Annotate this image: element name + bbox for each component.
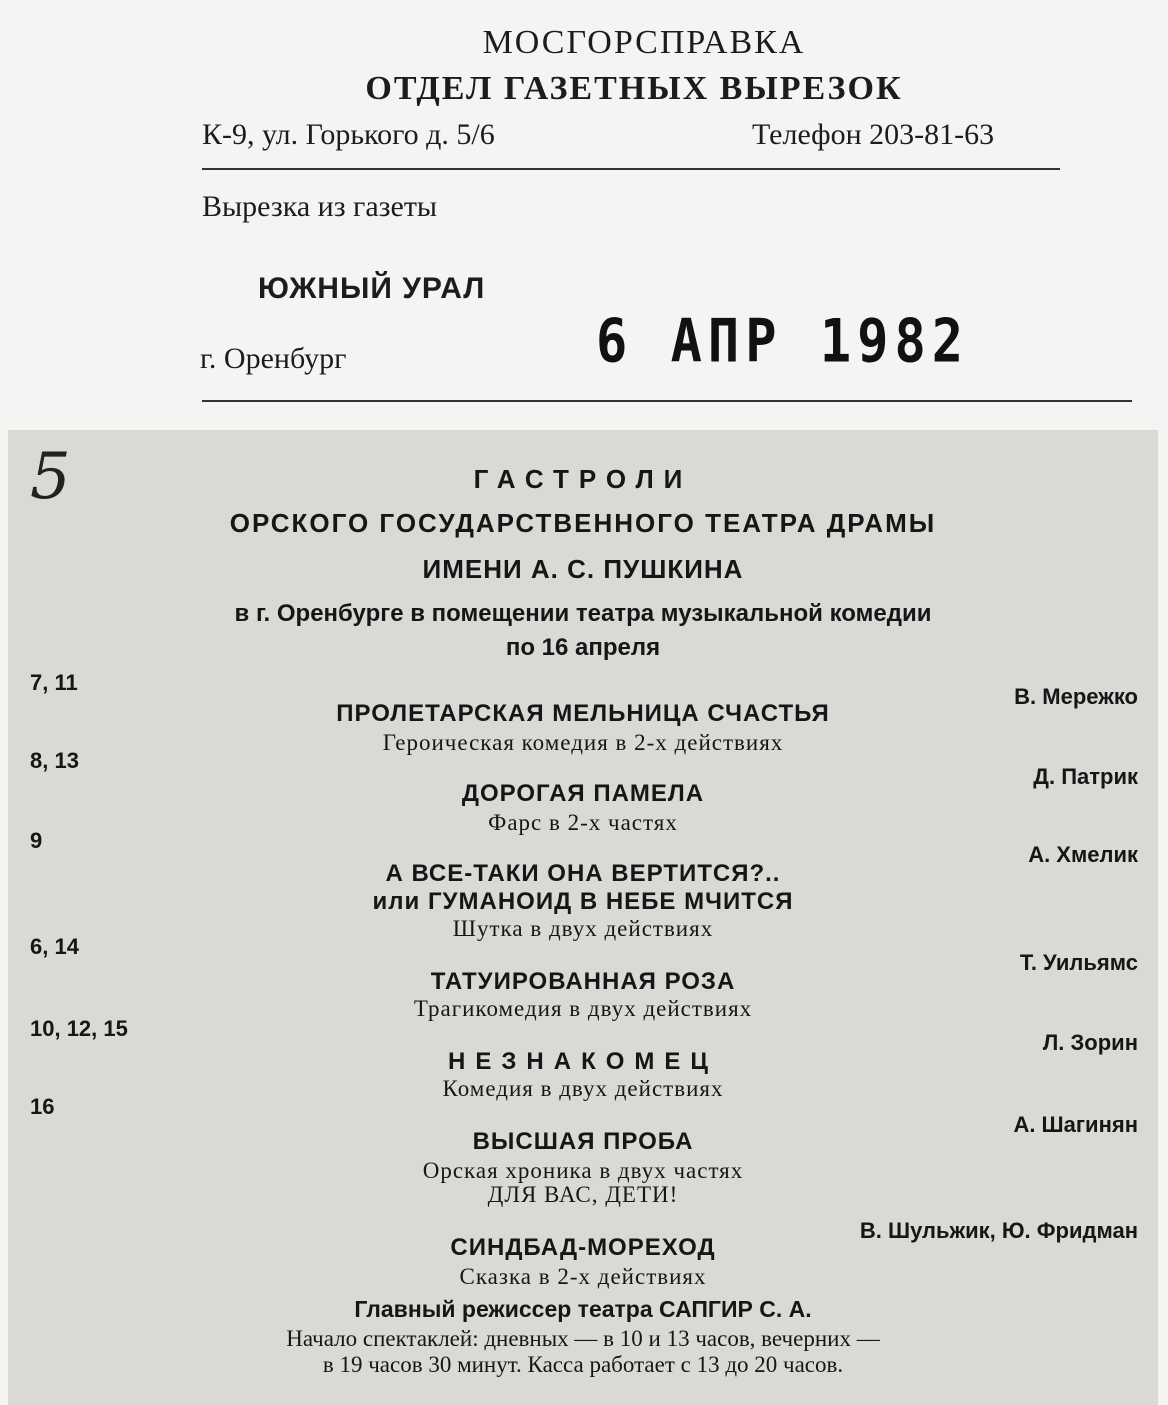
theatre-namesake: ИМЕНИ А. С. ПУШКИНА — [422, 554, 744, 584]
play-author: А. Шагинян — [1013, 1112, 1138, 1137]
handwritten-number: 5 — [30, 440, 71, 514]
play-note: ДЛЯ ВАС, ДЕТИ! — [487, 1182, 679, 1207]
play-subtitle: или ГУМАНОИД В НЕБЕ МЧИТСЯ — [372, 888, 794, 915]
date-stamp: 6 АПР 1982 — [596, 307, 970, 377]
play-dates: 9 — [30, 828, 43, 853]
header-divider — [202, 168, 1060, 170]
schedule-line: в 19 часов 30 минут. Касса работает с 13 до 20 часов. — [322, 1352, 844, 1377]
play-genre: Героическая комедия в 2-х действиях — [382, 730, 784, 755]
clip-label: Вырезка из газеты — [202, 190, 438, 223]
play-title: ВЫСШАЯ ПРОБА — [472, 1128, 694, 1155]
play-author: В. Шульжик, Ю. Фридман — [859, 1218, 1138, 1243]
newspaper-name: ЮЖНЫЙ УРАЛ — [258, 272, 486, 305]
play-title: НЕЗНАКОМЕЦ — [448, 1048, 718, 1075]
director-line: Главный режиссер театра САПГИР С. А. — [354, 1296, 812, 1322]
play-title: ТАТУИРОВАННАЯ РОЗА — [430, 968, 736, 995]
play-title: ПРОЛЕТАРСКАЯ МЕЛЬНИЦА СЧАСТЬЯ — [336, 700, 830, 727]
theatre-name: ОРСКОГО ГОСУДАРСТВЕННОГО ТЕАТРА ДРАМЫ — [229, 508, 937, 538]
play-genre: Трагикомедия в двух действиях — [413, 996, 753, 1021]
play-genre: Комедия в двух действиях — [442, 1076, 724, 1101]
period: по 16 апреля — [505, 634, 661, 661]
play-author: А. Хмелик — [1028, 842, 1138, 867]
city-divider — [202, 400, 1132, 402]
play-dates: 7, 11 — [30, 670, 78, 695]
play-dates: 8, 13 — [30, 748, 79, 773]
schedule-line: Начало спектаклей: дневных — в 10 и 13 часов, вечерних — — [286, 1326, 880, 1351]
city: г. Оренбург — [200, 342, 347, 375]
play-author: Д. Патрик — [1033, 764, 1138, 789]
department-name: ОТДЕЛ ГАЗЕТНЫХ ВЫРЕЗОК — [365, 70, 903, 107]
play-author: В. Мережко — [1014, 684, 1138, 709]
notice-heading: ГАСТРОЛИ — [473, 464, 693, 494]
play-dates: 6, 14 — [30, 934, 79, 959]
play-dates: 16 — [30, 1094, 55, 1119]
play-title: ДОРОГАЯ ПАМЕЛА — [461, 780, 705, 807]
newspaper-clipping — [8, 430, 1158, 1405]
venue: в г. Оренбурге в помещении театра музыкальной комедии — [234, 600, 932, 627]
play-title: А ВСЕ-ТАКИ ОНА ВЕРТИТСЯ?.. — [385, 860, 781, 887]
address: К-9, ул. Горького д. 5/6 — [202, 118, 495, 151]
play-author: Л. Зорин — [1042, 1030, 1138, 1055]
play-genre: Фарс в 2-х частях — [488, 810, 678, 835]
play-author: Т. Уильямс — [1019, 950, 1138, 975]
play-genre: Сказка в 2-х действиях — [459, 1264, 707, 1289]
play-title: СИНДБАД-МОРЕХОД — [450, 1234, 716, 1261]
play-genre: Орская хроника в двух частях — [422, 1158, 744, 1183]
play-genre: Шутка в двух действиях — [452, 916, 714, 941]
play-dates: 10, 12, 15 — [30, 1016, 128, 1041]
org-name: МОСГОРСПРАВКА — [482, 24, 806, 61]
phone: Телефон 203-81-63 — [752, 118, 995, 151]
